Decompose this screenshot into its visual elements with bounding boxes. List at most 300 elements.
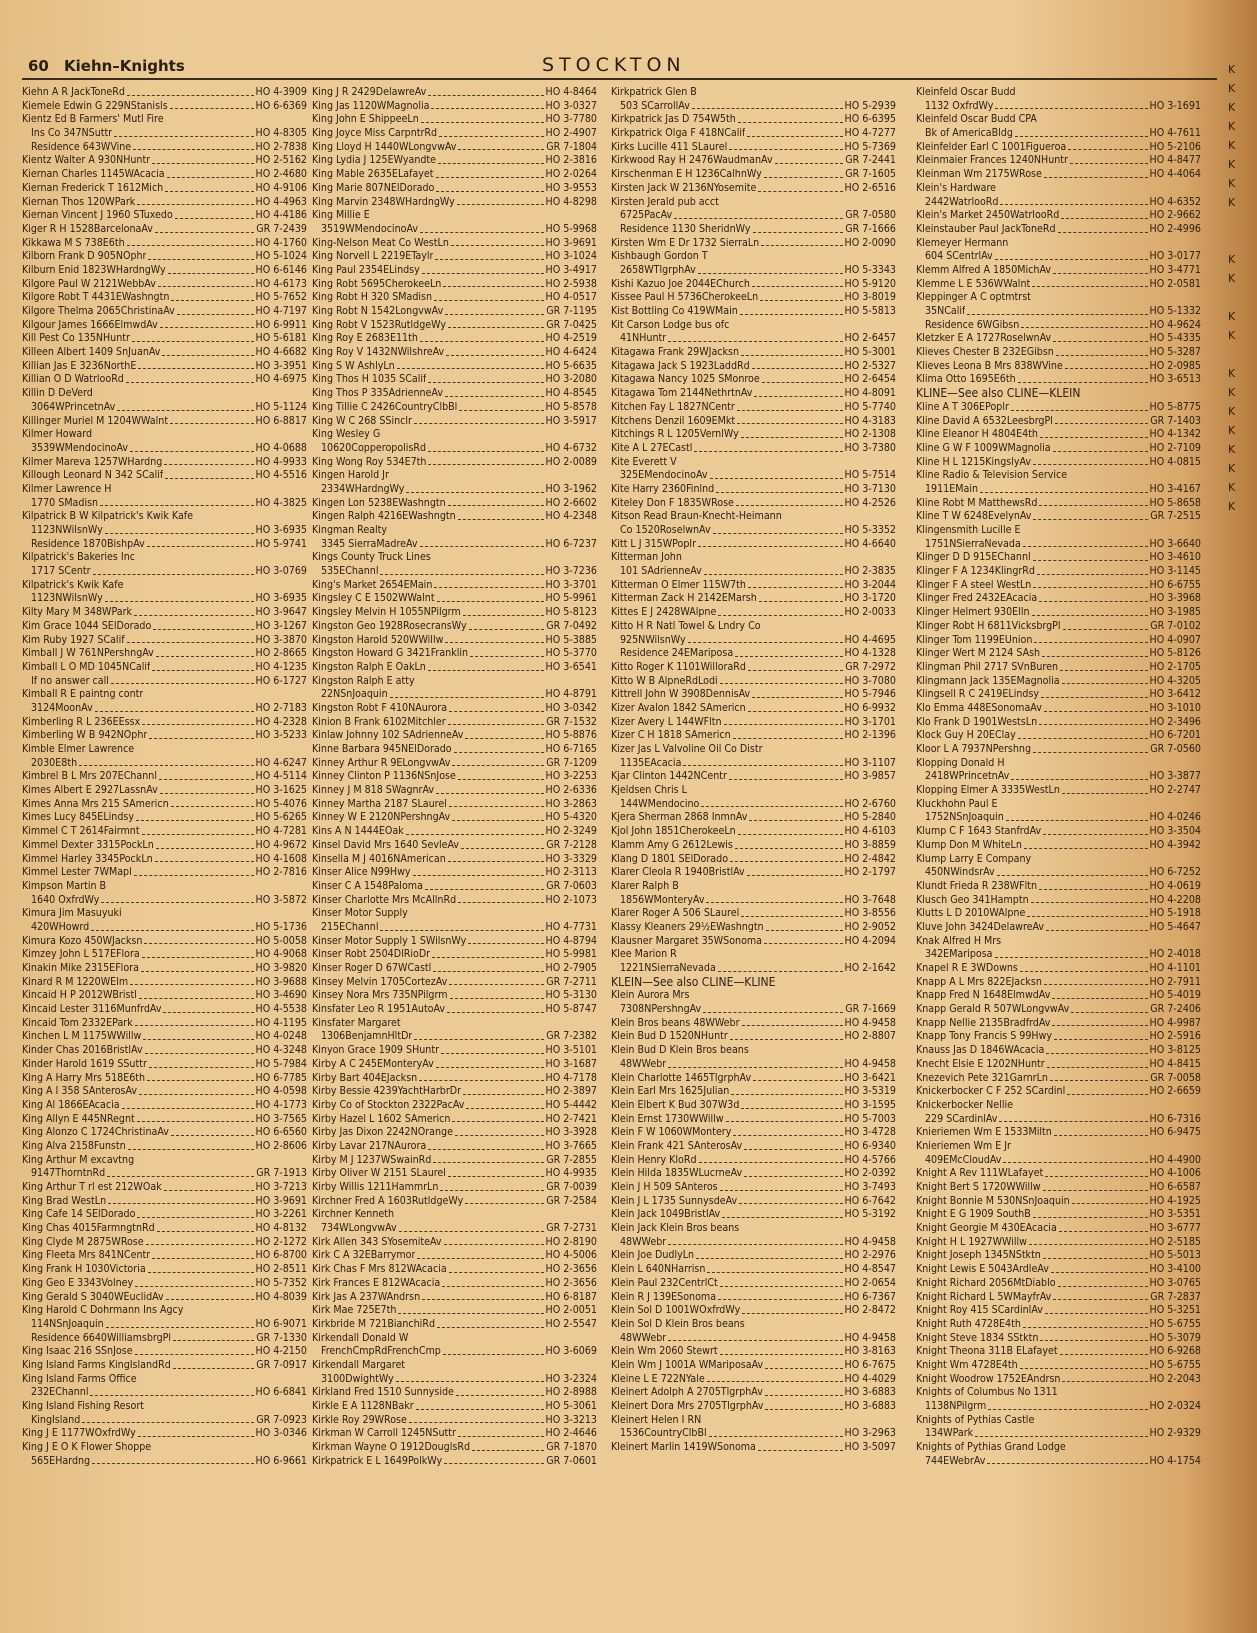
listing-phone: HO 4-6975	[255, 373, 307, 386]
leader-dashes	[132, 332, 254, 342]
leader-dashes	[710, 469, 843, 479]
listing-entry	[611, 592, 896, 606]
listing-name: Kline David A 6532LeesbrgPl	[916, 414, 1053, 427]
listing-phone: HO 5-8126	[1149, 647, 1201, 660]
listing-phone: HO 6-1727	[255, 674, 307, 687]
listing-phone: HO 5-5813	[844, 305, 896, 317]
listing-name: Kirkman Wayne O 1912DouglsRd	[312, 1441, 471, 1454]
listing-name: Klein L 640NHarrisn	[611, 1263, 706, 1276]
leader-dashes	[130, 442, 254, 452]
listing-name: Kilpatrick B W Kilpatrick's Kwik Kafe	[22, 510, 193, 523]
listing-name: King Arthur T rl est 212WOak	[22, 1181, 162, 1193]
listing-name: Kirkendall Margaret	[312, 1358, 406, 1371]
listing-name: King Chas 4015FarmngtnRd	[22, 1222, 155, 1235]
leader-dashes	[995, 948, 1148, 958]
listing-phone: HO 6-9475	[1149, 1126, 1201, 1139]
listing-entry	[916, 839, 1201, 853]
listing-name: Kite A L 27ECastl	[611, 441, 693, 454]
listing-name: Kleinfelder Earl C 1001Figueroa	[916, 140, 1067, 153]
listing-entry	[22, 688, 307, 702]
listing-entry	[22, 1277, 307, 1291]
listing-phone: HO 4-7611	[1149, 127, 1201, 140]
listing-phone: HO 3-1720	[844, 592, 896, 605]
listing-name: 2442WatrlooRd	[925, 195, 999, 208]
listing-phone: HO 5-9981	[545, 948, 597, 961]
listing-entry	[22, 1140, 307, 1154]
listing-name: Klingman Phil 2717 SVnBuren	[916, 660, 1059, 673]
listing-name: King Thos H 1035 SCalif	[312, 373, 427, 386]
leader-dashes	[101, 894, 253, 904]
listing-name: Kiernan Vincent J 1960 STuxedo	[22, 209, 173, 222]
listing-name: Kimmel C T 2614Fairmnt	[22, 825, 140, 838]
listing-entry	[916, 894, 1201, 908]
listing-name: Kinney J M 818 SWagnrAv	[312, 784, 434, 797]
listing-phone: HO 3-2080	[545, 373, 597, 386]
edge-letter: K	[1228, 139, 1236, 152]
listing-name: Kimmel Lester 7WMapl	[22, 866, 132, 879]
listing-name: Kill Pest Co 135NHuntr	[22, 332, 130, 345]
listing-phone: HO 4-3909	[255, 86, 307, 98]
listing-name: Kimble Elmer Lawrence	[22, 743, 135, 755]
listing-name: King Joyce Miss CarpntrRd	[312, 127, 438, 140]
listing-name: Kinsfater Margaret	[312, 1016, 401, 1029]
listing-entry	[22, 387, 307, 401]
listing-entry	[22, 661, 307, 675]
listing-phone: GR 7-2441	[845, 154, 896, 167]
leader-dashes	[162, 346, 253, 356]
listing-entry	[611, 483, 896, 497]
listing-name: Klein Wm J 1001A WMariposaAv	[611, 1358, 764, 1371]
leader-dashes	[1000, 196, 1147, 206]
leader-dashes	[134, 606, 254, 616]
listing-entry	[22, 716, 307, 730]
listing-phone: HO 4-4064	[1149, 168, 1201, 181]
listing-phone: HO 4-8547	[844, 1263, 896, 1276]
listing-phone: HO 3-1962	[545, 482, 597, 495]
listing-phone: HO 4-1195	[255, 1016, 307, 1029]
listing-phone: GR 7-1605	[845, 168, 896, 181]
leader-dashes	[155, 223, 254, 233]
listing-phone: HO 3-8556	[844, 907, 896, 920]
leader-dashes	[1039, 716, 1147, 726]
leader-dashes	[420, 223, 544, 233]
listing-entry	[611, 907, 896, 921]
listing-entry	[22, 1332, 307, 1346]
listing-phone: HO 2-2043	[1149, 1372, 1201, 1385]
listing-phone: HO 5-2840	[844, 811, 896, 824]
leader-dashes	[720, 1181, 843, 1191]
leader-dashes	[421, 113, 544, 123]
listing-phone: HO 3-1010	[1149, 701, 1201, 714]
leader-dashes	[694, 442, 842, 452]
listing-entry	[22, 1113, 307, 1127]
listing-phone: HO 2-4842	[844, 852, 896, 865]
leader-dashes	[127, 86, 254, 96]
listing-name: Kinder Chas 2016BristlAv	[22, 1044, 143, 1057]
listing-entry	[611, 319, 896, 333]
listing-name: Klein R J 139ESonoma	[611, 1290, 717, 1303]
listing-name: 2334WHardngWy	[321, 482, 405, 495]
listing-phone: HO 5-7652	[255, 291, 307, 304]
leader-dashes	[754, 387, 842, 397]
listing-name: Klein Aurora Mrs	[611, 989, 690, 1002]
listing-entry	[22, 921, 307, 935]
listing-entry	[611, 1236, 896, 1250]
listing-name: Knight H L 1927WWillw	[916, 1235, 1027, 1248]
listing-entry	[22, 538, 307, 552]
listing-name: Kirby Bessie 4239YachtHarbrDr	[312, 1085, 462, 1098]
listing-phone: HO 2-8665	[255, 647, 307, 660]
listing-name: FrenchCmpRdFrenchCmp	[321, 1345, 441, 1358]
listing-entry	[916, 1318, 1201, 1332]
listing-name: Klump C F 1643 StanfrdAv	[916, 825, 1042, 838]
listing-entry	[22, 1414, 307, 1428]
listing-phone: HO 4-3205	[1149, 674, 1201, 687]
listing-name: 229 SCardinlAv	[925, 1112, 998, 1125]
leader-dashes	[465, 1195, 544, 1205]
listing-name: King Allyn E 445NRegnt	[22, 1112, 135, 1125]
listing-name: Klein Bros beans 48WWebr	[611, 1016, 740, 1029]
listing-entry	[312, 1332, 597, 1346]
listing-phone: HO 6-6146	[255, 263, 307, 276]
listing-name: Knapp Tony Francis S 99Hwy	[916, 1030, 1053, 1043]
listing-name: King Cafe 14 SElDorado	[22, 1208, 136, 1221]
listing-phone: HO 4-1760	[255, 236, 307, 249]
listing-name: Kline A T 306EPoplr	[916, 400, 1009, 413]
leader-dashes	[713, 524, 843, 534]
listing-name: Klinger F A steel WestLn	[916, 578, 1032, 591]
listing-phone: HO 5-7740	[844, 400, 896, 413]
leader-dashes	[406, 825, 544, 835]
listing-phone: HO 5-3192	[844, 1208, 896, 1221]
listing-entry	[916, 1072, 1201, 1086]
leader-dashes	[1054, 1126, 1148, 1136]
listing-entry	[611, 1345, 896, 1359]
leader-dashes	[438, 154, 544, 164]
listing-column-2	[312, 86, 597, 1468]
listing-entry	[312, 811, 597, 825]
listing-name: Kirkendall Donald W	[312, 1331, 409, 1344]
leader-dashes	[731, 1085, 842, 1095]
listing-entry	[22, 168, 307, 182]
listing-entry	[22, 853, 307, 867]
listing-name: Residence 6WGibsn	[925, 318, 1020, 331]
listing-phone: HO 6-9268	[1149, 1345, 1201, 1358]
listing-entry	[312, 291, 597, 305]
leader-dashes	[455, 1126, 544, 1136]
listing-name: King John E ShippeeLn	[312, 113, 419, 126]
leader-dashes	[156, 647, 254, 657]
listing-phone: GR 7-1870	[546, 1441, 597, 1454]
leader-dashes	[135, 1345, 254, 1355]
listing-name: Klingensmith Lucille E	[916, 524, 1021, 536]
listing-entry	[312, 894, 597, 908]
leader-dashes	[1045, 1304, 1148, 1314]
leader-dashes	[146, 1236, 254, 1246]
listing-name: Kinsfater Leo R 1951AutoAv	[312, 1003, 446, 1016]
listing-phone: HO 2-3656	[545, 1276, 597, 1289]
listing-name: Kingston Ralph E atty	[312, 674, 415, 687]
listing-name: Klemeyer Hermann	[916, 236, 1009, 249]
listing-entry	[611, 1085, 896, 1099]
edge-letter	[1228, 212, 1257, 231]
leader-dashes	[1053, 332, 1147, 342]
listing-name: King-Nelson Meat Co WestLn	[312, 236, 449, 249]
listing-name: 2658WTlgrphAv	[620, 263, 696, 276]
listing-phone: HO 2-2976	[844, 1249, 896, 1262]
listing-phone: HO 4-4695	[844, 633, 896, 646]
listing-phone: HO 2-6760	[844, 797, 896, 810]
listing-phone: HO 4-0815	[1149, 455, 1201, 468]
listing-name: Kimball L O MD 1045NCalif	[22, 660, 151, 673]
listing-entry	[22, 1373, 307, 1387]
listing-name: Klemm Alfred A 1850MichAv	[916, 263, 1051, 276]
listing-column-4	[916, 86, 1201, 1468]
listing-phone: HO 3-1267	[255, 619, 307, 632]
listing-entry	[312, 332, 597, 346]
listing-entry	[312, 1113, 597, 1127]
listing-entry	[916, 1441, 1201, 1455]
listing-entry	[22, 784, 307, 798]
edge-letter: K	[1228, 386, 1236, 399]
listing-phone: HO 3-9647	[255, 606, 307, 619]
listing-phone: HO 3-3951	[255, 359, 307, 372]
listing-phone: GR 7-2515	[1150, 510, 1201, 523]
listing-entry	[312, 1441, 597, 1455]
listing-entry	[916, 1427, 1201, 1441]
listing-entry	[916, 1181, 1201, 1195]
leader-dashes	[152, 661, 253, 671]
page-header	[22, 54, 1217, 80]
listing-entry	[22, 305, 307, 319]
leader-dashes	[420, 538, 544, 548]
listing-name: Kimes Albert E 2927LassnAv	[22, 784, 158, 797]
listing-entry	[611, 675, 896, 689]
listing-phone: HO 2-0581	[1149, 277, 1201, 290]
leader-dashes	[688, 634, 843, 644]
listing-name: King Island Farms Office	[22, 1372, 137, 1385]
listing-name: Kim Grace 1044 SElDorado	[22, 619, 152, 632]
listing-name: Kluckhohn Paul E	[916, 797, 998, 810]
listing-name: Kline Eleanor H 4804E4th	[916, 428, 1038, 441]
leader-dashes	[170, 100, 254, 110]
listing-phone: HO 6-7165	[545, 743, 597, 755]
listing-phone: HO 3-4917	[545, 263, 597, 276]
listing-phone: HO 5-6265	[255, 811, 307, 824]
listing-entry	[916, 551, 1201, 565]
edge-letter: K	[1228, 462, 1236, 475]
listing-name: 1221NSierraNevada	[620, 962, 716, 974]
leader-dashes	[752, 688, 842, 698]
listing-entry	[312, 456, 597, 470]
listing-entry	[312, 264, 597, 278]
listing-entry	[611, 1222, 896, 1236]
leader-dashes	[1033, 510, 1148, 520]
listing-name: Kingston Geo 1928RosecransWy	[312, 619, 467, 632]
listing-entry	[312, 880, 597, 894]
leader-dashes	[164, 1181, 254, 1191]
listing-name: 1132 OxfrdWy	[925, 99, 994, 112]
leader-dashes	[1023, 1318, 1148, 1328]
leader-dashes	[733, 1126, 842, 1136]
listing-name: King Tillie C 2426CountryClbBl	[312, 400, 458, 413]
listing-phone: HO 5-7946	[844, 688, 896, 701]
listing-name: Klima Otto 1695E6th	[916, 373, 1016, 386]
listing-phone: HO 4-1006	[1149, 1167, 1201, 1180]
leader-dashes	[742, 1017, 843, 1027]
leader-dashes	[117, 401, 253, 411]
listing-phone: HO 5-3287	[1149, 346, 1201, 359]
listing-entry	[22, 1263, 307, 1277]
listing-entry	[916, 291, 1201, 305]
listing-name: Knight Lewis E 5043ArdleAv	[916, 1263, 1049, 1276]
leader-dashes	[1046, 1044, 1147, 1054]
leader-dashes	[171, 291, 253, 301]
listing-phone: HO 4-1235	[255, 660, 307, 673]
listing-name: King Wesley G	[312, 428, 381, 441]
listing-entry	[22, 332, 307, 346]
listing-name: Kilborn Frank D 905NOphr	[22, 250, 147, 263]
leader-dashes	[428, 1140, 543, 1150]
listing-name: King Al 1866EAcacia	[22, 1098, 120, 1111]
leader-dashes	[452, 1113, 543, 1123]
listing-name: Kirkbride M 721BianchiRd	[312, 1317, 436, 1330]
listing-phone: HO 2-0392	[844, 1167, 896, 1180]
listing-name: Klock Guy H 20EClay	[916, 729, 1016, 742]
leader-dashes	[441, 1044, 544, 1054]
listing-phone: HO 4-1608	[255, 852, 307, 865]
leader-dashes	[152, 1249, 253, 1259]
listing-entry	[916, 592, 1201, 606]
leader-dashes	[1047, 1058, 1148, 1068]
listing-name: 101 SAdrienneAv	[620, 565, 702, 578]
listing-entry	[22, 962, 307, 976]
leader-dashes	[442, 1277, 543, 1287]
listing-entry	[22, 469, 307, 483]
listing-phone: HO 4-0598	[255, 1085, 307, 1098]
listing-entry	[611, 661, 896, 675]
listing-name: 215EChannl	[321, 920, 379, 933]
listing-entry	[22, 1236, 307, 1250]
leader-dashes	[127, 237, 254, 247]
leader-dashes	[1063, 620, 1149, 630]
listing-name: Kilburn Enid 1823WHardngWy	[22, 263, 166, 276]
listing-phone: HO 3-9820	[255, 962, 307, 974]
listing-name: Klein F W 1060WMontery	[611, 1126, 732, 1139]
listing-name: King's Market 2654EMain	[312, 578, 433, 591]
listing-name: Kishi Kazuo Joe 2044EChurch	[611, 277, 750, 290]
listing-entry	[916, 113, 1201, 127]
leader-dashes	[1033, 743, 1148, 753]
listing-name: Kirby M J 1237WSwainRd	[312, 1153, 432, 1166]
listing-phone: HO 4-8039	[255, 1290, 307, 1303]
leader-dashes	[995, 250, 1148, 260]
listing-name: Kientz Ed B Farmers' Mutl Fire	[22, 113, 164, 126]
listing-entry	[611, 237, 896, 251]
leader-dashes	[152, 154, 253, 164]
leader-dashes	[157, 1222, 254, 1232]
listing-entry	[22, 592, 307, 606]
listing-name: Kirsten Jack W 2136NYosemite	[611, 181, 757, 194]
listing-entry	[312, 1345, 597, 1359]
listing-entry	[22, 551, 307, 565]
listing-name: Klein Bud D Klein Bros beans	[611, 1044, 749, 1057]
listing-name: Knieriemen Wm E 1533Miltn	[916, 1126, 1052, 1139]
listing-entry	[312, 579, 597, 593]
listing-phone: GR 7-0058	[1150, 1071, 1201, 1084]
listing-phone: HO 3-4690	[255, 989, 307, 1002]
listing-entry	[312, 798, 597, 812]
listing-entry	[916, 100, 1201, 114]
leader-dashes	[457, 196, 544, 206]
listing-phone: HO 3-9553	[545, 181, 597, 194]
leader-dashes	[171, 798, 254, 808]
listing-phone: HO 2-0090	[844, 236, 896, 249]
listing-entry	[916, 962, 1201, 976]
listing-entry	[312, 346, 597, 360]
listing-name: Klusch Geo 341Hamptn	[916, 893, 1029, 906]
listing-name: King Harold C Dohrmann Ins Agcy	[22, 1304, 184, 1317]
edge-letter: K	[1228, 500, 1236, 513]
listing-name: Klein Joe DudlyLn	[611, 1249, 695, 1262]
leader-dashes	[738, 113, 843, 123]
listing-name: Kinlaw Johnny 102 SAdrienneAv	[312, 729, 464, 742]
listing-name: Kleinfeld Oscar Budd CPA	[916, 113, 1037, 126]
listing-entry	[611, 278, 896, 292]
listing-entry	[22, 770, 307, 784]
listing-name: Kilgore Paul W 2121WebbAv	[22, 277, 156, 290]
leader-dashes	[437, 592, 544, 602]
listing-phone: HO 6-8817	[255, 414, 307, 427]
listing-entry	[611, 442, 896, 456]
listing-phone: HO 4-9987	[1149, 1016, 1201, 1029]
listing-phone: HO 3-8019	[844, 291, 896, 304]
listing-name: Knight Joseph 1345NStktn	[916, 1249, 1041, 1262]
listing-phone: HO 3-3870	[255, 633, 307, 646]
listing-entry	[611, 401, 896, 415]
listing-entry	[312, 373, 597, 387]
listing-phone: HO 3-1595	[844, 1098, 896, 1111]
listing-name: King Fleeta Mrs 841NCentr	[22, 1249, 151, 1262]
listing-name: Kinser Charlotte Mrs McAllnRd	[312, 893, 457, 906]
leader-dashes	[428, 456, 543, 466]
leader-dashes	[758, 182, 842, 192]
leader-dashes	[137, 1208, 253, 1218]
listing-entry	[312, 647, 597, 661]
listing-entry	[611, 948, 896, 962]
leader-dashes	[737, 401, 843, 411]
listing-phone: HO 5-2106	[1149, 140, 1201, 153]
listing-entry	[611, 387, 896, 401]
listing-phone: GR 7-0923	[256, 1413, 307, 1426]
listing-entry	[22, 1181, 307, 1195]
listing-entry	[916, 948, 1201, 962]
listing-entry	[312, 510, 597, 524]
listing-name: Knight Ruth 4728E4th	[916, 1317, 1021, 1330]
leader-dashes	[1050, 1072, 1148, 1082]
listing-entry	[916, 1359, 1201, 1373]
listing-name: Klein Henry KloRd	[611, 1153, 697, 1166]
listing-name: Kincaid H P 2012WBristl	[22, 989, 137, 1002]
listing-phone: GR 7-0603	[546, 879, 597, 892]
listing-phone: GR 7-0425	[546, 318, 597, 331]
listing-phone: HO 4-5516	[255, 469, 307, 482]
listing-phone: HO 2-8606	[255, 1139, 307, 1152]
listing-name: Kimbrel B L Mrs 207EChannl	[22, 770, 157, 783]
leader-dashes	[718, 1291, 842, 1301]
listing-name: Klieves Leona B Mrs 838WVine	[916, 359, 1063, 372]
listing-phone: HO 2-8807	[844, 1030, 896, 1043]
